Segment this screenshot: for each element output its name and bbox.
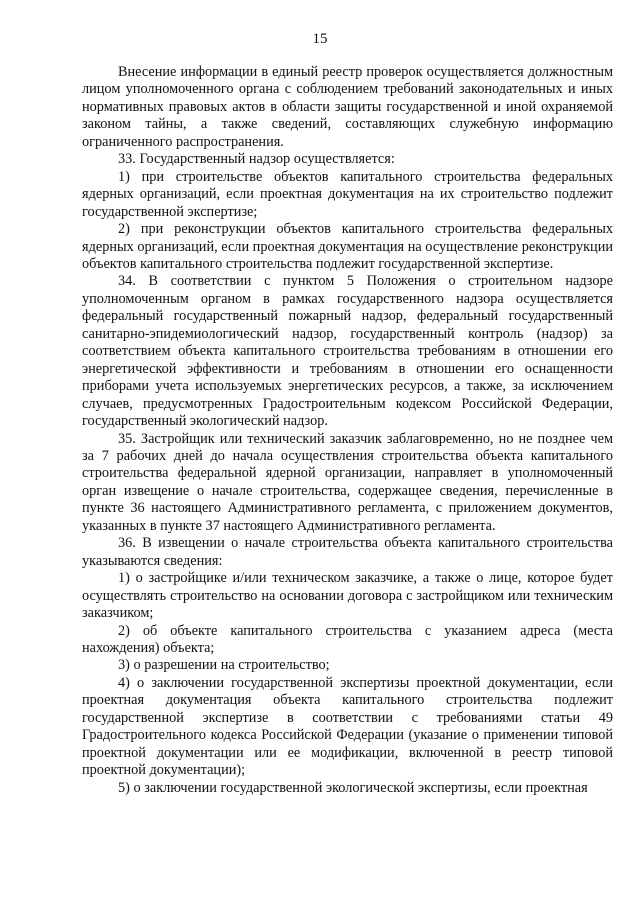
- paragraph: 4) о заключении государственной экспертизы проектной документации, если проектная документация объекта капитального строительства подлежит государственной экспертизе в соответствии с требованиями статьи 49 Градостроительного кодекса Российской Федерации (указание о применении типовой проектной документации или ее модификации, включенной в реестр типовой проектной документации);: [82, 674, 613, 779]
- paragraph: 36. В извещении о начале строительства объекта капитального строительства указываются сведения:: [82, 535, 613, 569]
- paragraph: 5) о заключении государственной экологической экспертизы, если проектная: [118, 779, 588, 796]
- paragraph: 3) о разрешении на строительство;: [118, 657, 330, 674]
- paragraph: 35. Застройщик или технический заказчик заблаговременно, но не позднее чем за 7 рабочих дней до начала осуществления строительства объекта капитального строительства федеральной ядерной организации, направляет в уполномоченный орган извещение о начале строительства, содержащее сведения, перечисленные в пункте 36 настоящего Административного регламента, с приложением документов, указанных в пункте 37 настоящего Административного регламента.: [82, 430, 613, 534]
- paragraph: Внесение информации в единый реестр проверок осуществляется должностным лицом уполномоченного органа с соблюдением требований законодательных и иных нормативных правовых актов в области защиты государственной и иной охраняемой законом тайны, а также сведений, составляющих служебную информацию ограниченного распространения.: [82, 64, 613, 150]
- paragraph: 2) об объекте капитального строительства с указанием адреса (места нахождения) объекта;: [82, 622, 613, 656]
- page-number: 15: [312, 31, 328, 47]
- paragraph: 1) о застройщике и/или техническом заказчике, а также о лице, которое будет осуществлять строительство на основании договора с застройщиком или техническим заказчиком;: [82, 570, 613, 622]
- paragraph: 34. В соответствии с пунктом 5 Положения о строительном надзоре уполномоченным органом в рамках государственного надзора осуществляется федеральный государственный пожарный надзор, федеральный государственный санитарно-эпидемиологический надзор, государственный контроль (надзор) за соответствием объекта капитального строительства требованиям в отношении его энергетической эффективности и требованиям в отношении его оснащенности приборами учета используемых энергетических ресурсов, а также, за исключением случаев, предусмотренных Градостроительным кодексом Российской Федерации, государственный экологический надзор.: [82, 273, 613, 430]
- paragraph: 33. Государственный надзор осуществляется:: [118, 151, 395, 168]
- paragraph: 1) при строительстве объектов капитального строительства федеральных ядерных организаций, если проектная документация на их строительство подлежит государственной экспертизе;: [82, 168, 613, 220]
- document-body: [82, 64, 613, 797]
- paragraph: 2) при реконструкции объектов капитального строительства федеральных ядерных организаций, если проектная документация на осуществление реконструкции объектов капитального строительства подлежит государственной экспертизе.: [82, 221, 613, 272]
